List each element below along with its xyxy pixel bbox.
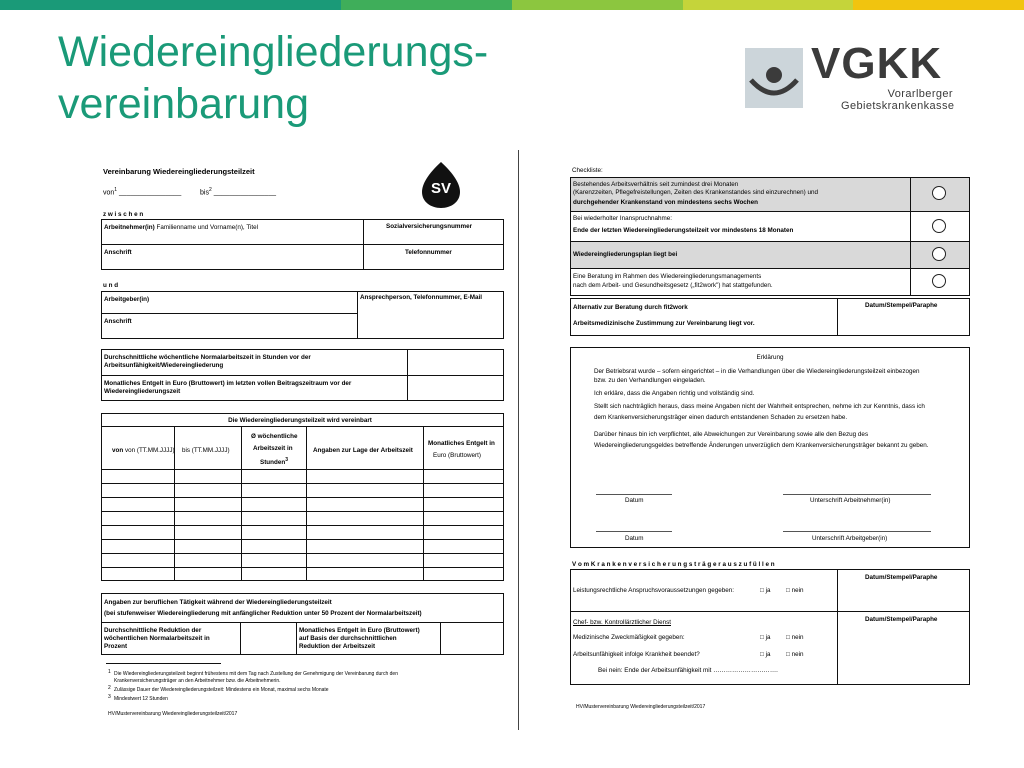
alternativ-datum-stempel: Datum/Stempel/Paraphe: [865, 302, 938, 309]
kv-datum-stempel-2: Datum/Stempel/Paraphe: [865, 616, 938, 623]
amz-text: Arbeitsmedizinische Zustimmung zur Vereinbarung liegt vor.: [573, 320, 755, 327]
table-title: Die Wiedereingliederungsteilzeit wird vereinbart: [228, 417, 372, 424]
form-heading: Vereinbarung Wiedereingliederungsteilzeit: [103, 167, 255, 176]
checklist-vdivider: [910, 177, 911, 296]
und-label: u n d: [103, 282, 119, 289]
datum-label-2: Datum: [625, 535, 644, 542]
col-entgelt-1: Monatliches Entgelt in: [428, 440, 495, 447]
sv-badge-text: SV: [430, 180, 451, 197]
leistung-ja[interactable]: □ ja: [760, 587, 771, 594]
au-ja-text: ja: [765, 651, 771, 658]
anschrift2-label[interactable]: Anschrift: [104, 318, 132, 325]
arbeitnehmer-sub: Familienname und Vorname(n), Titel: [156, 224, 258, 231]
anschrift-label[interactable]: Anschrift: [104, 249, 132, 256]
entgelt-line-1: Monatliches Entgelt in Euro (Bruttowert) im letzten vollen Beitragszeitraum vor der: [104, 380, 352, 387]
check-1-line-1: Bestehendes Arbeitsverhältnis seit zumindest drei Monaten: [573, 181, 739, 188]
col-bis: bis (TT.MM.JJJJ): [182, 447, 230, 454]
taetigkeit-line-1: Angaben zur beruflichen Tätigkeit während der Wiedereingliederungsteilzeit: [104, 599, 332, 606]
alternativ-text: Alternativ zur Beratung durch fit2work: [573, 304, 688, 311]
erklaerung-line-5: dem Krankenversicherungsträger einen dadurch entstandenen Schaden zu ersetzen habe.: [594, 414, 848, 421]
col-lage: Angaben zur Lage der Arbeitszeit: [313, 447, 413, 454]
taetigkeit-line-2: (bei stufenweiser Wiedereingliederung mit anfänglicher Reduktion unter 50 Prozent der Normalarbeitszeit): [104, 610, 422, 617]
col-von: von von (TT.MM.JJJJ): [112, 447, 175, 454]
fn3-text: Mindestwert 12 Stunden: [114, 696, 168, 702]
check-3-circle[interactable]: [932, 247, 946, 261]
entgelt-line-2: Wiedereingliederungszeit: [104, 388, 181, 395]
check-1-line-2: (Karenzzeiten, Pflegefreistellungen, Zeiten des Krankenstandes sind einzurechnen) und: [573, 189, 819, 196]
med-ja-text: ja: [765, 634, 771, 641]
med-ja[interactable]: □ ja: [760, 634, 771, 641]
normal-line-1: Durchschnittliche wöchentliche Normalarbeitszeit in Stunden vor der: [104, 354, 311, 361]
check-3-text: Wiedereingliederungsplan liegt bei: [573, 251, 678, 258]
au-nein-text: nein: [791, 651, 804, 658]
svnr-label[interactable]: Sozialversicherungsnummer: [386, 223, 473, 230]
leistung-ja-text: ja: [765, 587, 771, 594]
zwischen-label: z w i s c h e n: [103, 211, 144, 218]
datum-label-1: Datum: [625, 497, 644, 504]
fn2-text: Zulässige Dauer der Wiedereingliederungsteilzeit: Mindestens ein Monat, maximal sechs Monate: [114, 687, 329, 693]
arbeitgeber-label[interactable]: Arbeitgeber(in): [104, 296, 150, 303]
von-text: von: [103, 189, 115, 197]
erklaerung-line-6: Darüber hinaus bin ich verpflichtet, alle Abweichungen zur Vereinbarung sowie alle den Bezug des: [594, 431, 869, 438]
check-2-line-1: Bei wiederholter Inanspruchnahme:: [573, 215, 673, 222]
unterschrift-an-label: Unterschrift Arbeitnehmer(in): [810, 497, 891, 504]
checkliste-label: Checkliste:: [572, 167, 603, 174]
right-footer: HV/Mustervereinbarung Wiedereingliederungsteilzeit/2017: [576, 704, 706, 710]
au-text: Arbeitsunfähigkeit infolge Krankheit beendet?: [573, 651, 700, 658]
unterschrift-ag-label: Unterschrift Arbeitgeber(in): [812, 535, 888, 542]
col-az-3-text: Stunden: [260, 459, 286, 467]
col-az-sup: 3: [285, 457, 288, 463]
au-ja[interactable]: □ ja: [760, 651, 771, 658]
leistung-nein[interactable]: □ nein: [786, 587, 804, 594]
med-nein[interactable]: □ nein: [786, 634, 804, 641]
bis-sup: 2: [208, 187, 212, 193]
check-4-circle[interactable]: [932, 274, 946, 288]
normal-line-2: Arbeitsunfähigkeit/Wiedereingliederung: [104, 362, 224, 369]
col-az-2: Arbeitszeit in: [253, 445, 293, 452]
leistung-nein-text: nein: [791, 587, 804, 594]
check-1-line-3: durchgehender Krankenstand von mindestens sechs Wochen: [573, 199, 758, 206]
basis-line-2: auf Basis der durchschnittlichen: [299, 635, 397, 642]
reduktion-line-2: wöchentlichen Normalarbeitszeit in: [104, 635, 210, 642]
bis-field[interactable]: ________________: [213, 189, 276, 197]
kv-datum-stempel-1: Datum/Stempel/Paraphe: [865, 574, 938, 581]
telefon-label[interactable]: Telefonnummer: [405, 249, 452, 256]
unterschrift-ag-line[interactable]: [783, 531, 931, 532]
erklaerung-line-2: bzw. zu den Verhandlungen eingeladen.: [594, 377, 706, 384]
reduktion-line-1: Durchschnittliche Reduktion der: [104, 627, 202, 634]
fn1-line-2: Krankenversicherungsträger an den Arbeitnehmer bzw. die Arbeitnehmerin.: [114, 678, 281, 684]
erklaerung-line-7: Wiedereingliederungsgeldes betreffende Änderungen unverzüglich dem Krankenversicherungsträger bekannt zu geben.: [594, 442, 929, 449]
kv-vdivider: [837, 569, 838, 685]
slide-title-line-2: vereinbarung: [58, 80, 310, 128]
erklaerung-title: Erklärung: [756, 354, 784, 361]
bei-nein-text: Bei nein: Ende der Arbeitsunfähigkeit mit ………………………….: [598, 667, 778, 674]
bis-text: bis: [200, 189, 209, 197]
slide-title-line-1: Wiedereingliederungs-: [58, 28, 489, 76]
erklaerung-line-1: Der Betriebsrat wurde – sofern eingerichtet – in die Verhandlungen über die Wiedereingliederungsteilzeit einbezogen: [594, 368, 920, 375]
unterschrift-an-line[interactable]: [783, 494, 931, 495]
erklaerung-line-4: Stellt sich nachträglich heraus, dass meine Angaben nicht der Wahrheit entsprechen, nehme ich zur Kenntnis, dass ich: [594, 403, 925, 410]
au-nein[interactable]: □ nein: [786, 651, 804, 658]
ansprech-label[interactable]: Ansprechperson, Telefonnummer, E-Mail: [360, 294, 482, 301]
chef-text: Chef- bzw. Kontrollärztlicher Dienst: [573, 619, 671, 626]
von-sup: 1: [114, 187, 118, 193]
alternativ-vdivider: [837, 298, 838, 336]
datum-line-1[interactable]: [596, 494, 672, 495]
med-nein-text: nein: [791, 634, 804, 641]
arbeitnehmer-text: Arbeitnehmer(in): [104, 224, 155, 231]
col-von-text: von (TT.MM.JJJJ): [124, 447, 175, 454]
fn2-num: 2: [108, 685, 111, 691]
fn3-num: 3: [108, 694, 111, 700]
med-text: Medizinische Zweckmäßigkeit gegeben:: [573, 634, 685, 641]
kv-divider: [570, 611, 970, 612]
check-2-line-2: Ende der letzten Wiedereingliederungsteilzeit vor mindestens 18 Monaten: [573, 227, 794, 234]
check-1-circle[interactable]: [932, 186, 946, 200]
basis-line-1: Monatliches Entgelt in Euro (Bruttowert): [299, 627, 420, 634]
col-entgelt-2: Euro (Bruttowert): [433, 452, 481, 459]
check-4-line-1: Eine Beratung im Rahmen des Wiedereingliederungsmanagements: [573, 273, 762, 280]
erklaerung-line-3: Ich erkläre, dass die Angaben richtig und vollständig sind.: [594, 390, 755, 397]
von-field[interactable]: ________________: [119, 189, 182, 197]
leistung-text: Leistungsrechtliche Anspruchsvoraussetzungen gegeben:: [573, 587, 735, 594]
fn1-num: 1: [108, 669, 111, 675]
logo-name: VGKK: [811, 39, 943, 88]
basis-line-3: Reduktion der Arbeitszeit: [299, 643, 376, 650]
col-az-1: Ø wöchentliche: [251, 433, 298, 440]
check-4-line-2: nach dem Arbeit- und Gesundheitsgesetz („fit2work") hat stattgefunden.: [573, 282, 773, 289]
fn1-line-1: Die Wiedereingliederungsteilzeit beginnt frühestens mit dem Tag nach Zustellung der Genehmigung der Vereinbarung durch den: [114, 671, 398, 677]
left-footer: HV/Mustervereinbarung Wiedereingliederungsteilzeit/2017: [108, 711, 238, 717]
check-2-circle[interactable]: [932, 219, 946, 233]
logo-subtitle-line-2: Gebietskrankenkasse: [841, 100, 955, 112]
logo-subtitle-line-1: Vorarlberger: [887, 88, 953, 100]
reduktion-line-3: Prozent: [104, 643, 128, 650]
vom-kv-heading: V o m K r a n k e n v e r s i c h e r u n g s t r ä g e r a u s z u f ü l l e n: [572, 561, 775, 568]
datum-line-2[interactable]: [596, 531, 672, 532]
